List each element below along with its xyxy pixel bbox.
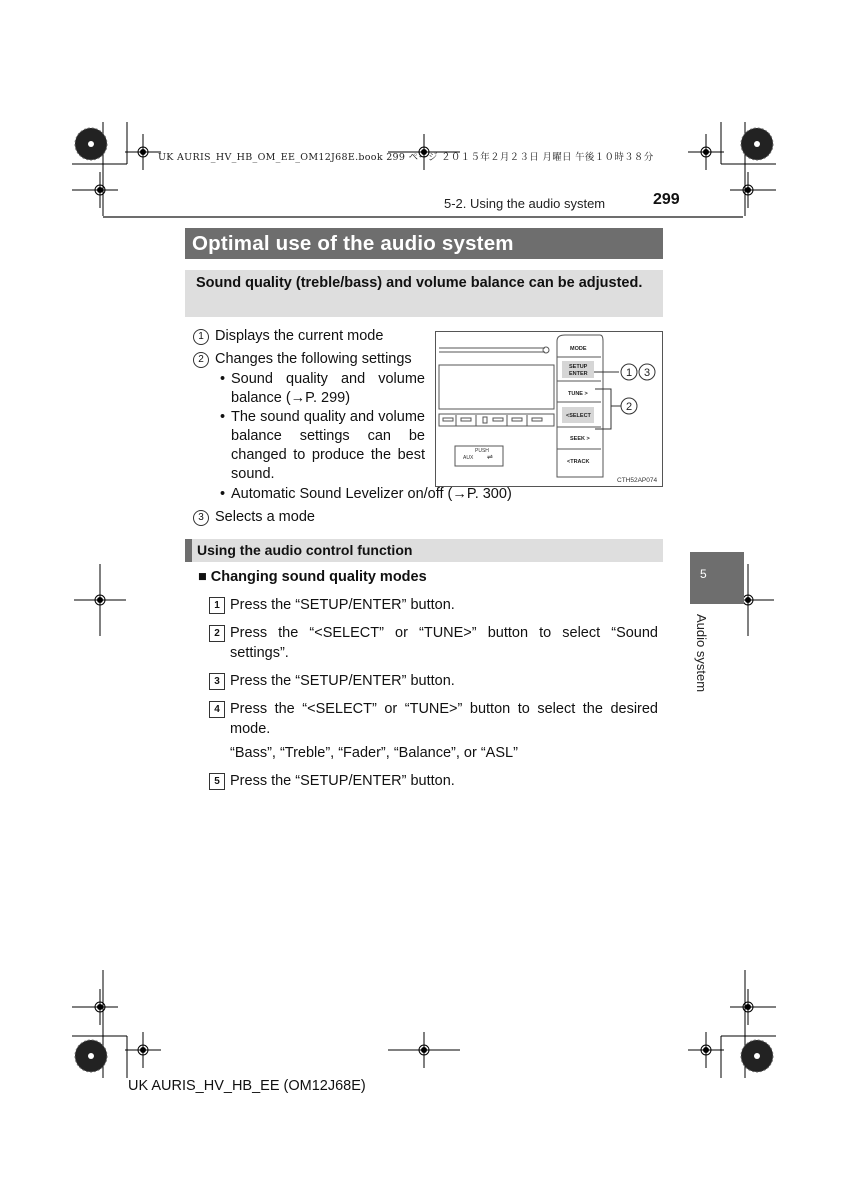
audio-panel-figure	[435, 331, 663, 487]
usb-icon: ⇌	[487, 453, 493, 461]
step-text: Press the “<SELECT” or “TUNE>” button to select “Sound settings”.	[230, 625, 658, 661]
step-number: 3	[209, 673, 225, 690]
callout-text: Displays the current mode	[215, 328, 384, 344]
bullet-list	[220, 370, 425, 484]
setup-button-label: SETUP	[569, 364, 588, 370]
mode-button-label: MODE	[570, 346, 587, 352]
enter-button-label: ENTER	[569, 371, 588, 377]
step-text: Press the “SETUP/ENTER” button.	[230, 773, 455, 789]
seek-button-label: SEEK >	[570, 436, 590, 442]
select-button-label: <SELECT	[566, 413, 591, 419]
subheading-text: Changing sound quality modes	[210, 569, 427, 585]
tune-button-label: TUNE >	[568, 391, 588, 397]
callout-number: 2	[193, 352, 209, 368]
step-number: 2	[209, 625, 225, 642]
subsection-heading: Using the audio control function	[185, 539, 663, 562]
step-options-text: “Bass”, “Treble”, “Fader”, “Balance”, or “ASL”	[230, 745, 518, 761]
callout-text: Selects a mode	[215, 509, 315, 525]
footer-text: UK AURIS_HV_HB_EE (OM12J68E)	[128, 1078, 366, 1094]
subheading-marker: ■	[198, 569, 207, 585]
callout-item-2	[193, 350, 412, 369]
track-button-label: <TRACK	[567, 459, 590, 465]
chapter-tab-label: Audio system	[694, 614, 709, 693]
aux-push-label: PUSH	[475, 448, 489, 454]
step-text: Press the “SETUP/ENTER” button.	[230, 673, 455, 689]
subheading	[198, 568, 427, 587]
figure-callout-2: 2	[625, 401, 633, 413]
bullet-item: • The sound quality and volume balance settings can be changed to produce the best sound.	[220, 408, 425, 484]
header-rule	[103, 216, 743, 218]
callout-text: Changes the following settings	[215, 351, 412, 367]
page-number: 299	[653, 191, 680, 208]
figure-code: CTH52AP074	[617, 477, 658, 484]
aux-label: AUX	[463, 455, 474, 461]
figure-callout-1: 1	[625, 367, 633, 379]
bullet-item: • Sound quality and volume balance (→P. 299)	[220, 370, 425, 408]
figure-callout-3: 3	[643, 367, 651, 379]
chapter-tab-number: 5	[700, 567, 707, 581]
step-number: 4	[209, 701, 225, 718]
step-number: 5	[209, 773, 225, 790]
bullet-item: • Automatic Sound Levelizer on/off (→P. 300)	[220, 485, 540, 504]
callout-item-1	[193, 327, 383, 346]
callout-item-3	[193, 508, 315, 527]
intro-box: Sound quality (treble/bass) and volume balance can be adjusted.	[185, 270, 663, 317]
print-info-line: UK AURIS_HV_HB_OM_EE_OM12J68E.book 299 ページ ２０１５年２月２３日 月曜日 午後１０時３８分	[158, 152, 654, 163]
chapter-tab	[690, 552, 744, 604]
page-title: Optimal use of the audio system	[185, 228, 663, 259]
step-number: 1	[209, 597, 225, 614]
header-section-label: 5-2. Using the audio system	[444, 196, 606, 211]
callout-number: 1	[193, 329, 209, 345]
step-text: Press the “<SELECT” or “TUNE>” button to select the desired mode.	[230, 701, 658, 737]
step-text: Press the “SETUP/ENTER” button.	[230, 597, 455, 613]
callout-number: 3	[193, 510, 209, 526]
bullet-list-2	[220, 485, 540, 504]
